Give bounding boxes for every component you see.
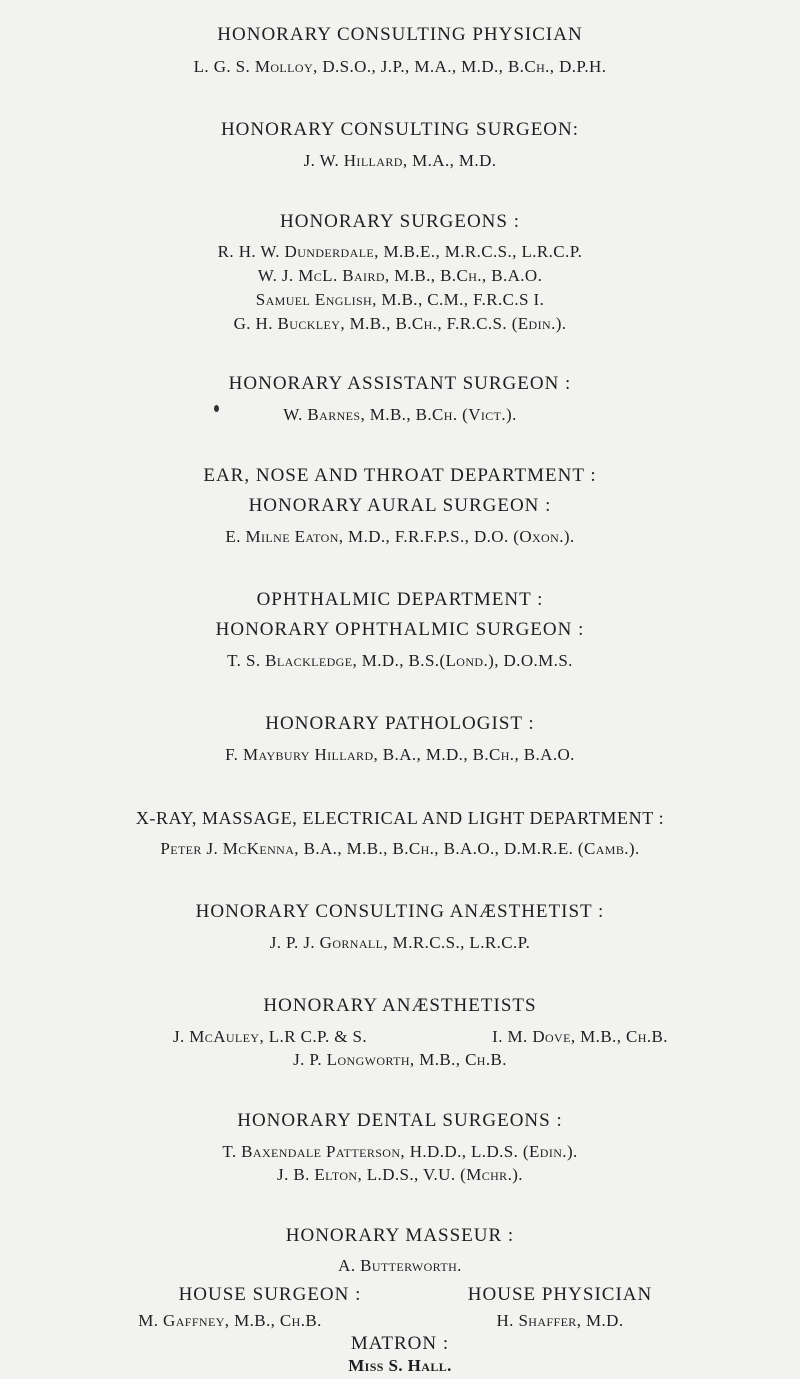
anaesthetist-name-1: J. McAuley, L.R C.P. & S. <box>172 1027 368 1046</box>
consulting-anaesthetist-heading: HONORARY CONSULTING ANÆSTHETIST : <box>195 901 605 922</box>
ophthalmic-department-heading: OPHTHALMIC DEPARTMENT : <box>256 589 544 610</box>
surgeons-heading: HONORARY SURGEONS : <box>280 211 520 232</box>
xray-name: Peter J. McKenna, B.A., M.B., B.Ch., B.A.O., D.M.R.E. (Camb.). <box>160 839 640 858</box>
anaesthetist-name-3: J. P. Longworth, M.B., Ch.B. <box>293 1050 507 1069</box>
ophthalmic-surgeon-name: T. S. Blackledge, M.D., B.S.(Lond.), D.O.M.S. <box>227 651 573 670</box>
ophthalmic-surgeon-heading: HONORARY OPHTHALMIC SURGEON : <box>215 619 585 640</box>
consulting-surgeon-name: J. W. Hillard, M.A., M.D. <box>303 151 497 170</box>
matron-name: Miss S. Hall. <box>348 1356 452 1375</box>
pathologist-heading: HONORARY PATHOLOGIST : <box>265 713 535 734</box>
xray-department-heading: X-RAY, MASSAGE, ELECTRICAL AND LIGHT DEPARTMENT : <box>135 808 665 828</box>
aural-surgeon-heading: HONORARY AURAL SURGEON : <box>248 495 552 516</box>
anaesthetists-heading: HONORARY ANÆSTHETISTS <box>263 995 537 1016</box>
surgeon-name-3: Samuel English, M.B., C.M., F.R.C.S I. <box>255 290 545 309</box>
consulting-surgeon-heading: HONORARY CONSULTING SURGEON: <box>220 119 580 140</box>
house-surgeon-name: M. Gaffney, M.B., Ch.B. <box>138 1311 322 1330</box>
matron-heading: MATRON : <box>350 1333 450 1354</box>
masseur-name: A. Butterworth. <box>338 1256 462 1275</box>
dental-surgeon-name-2: J. B. Elton, L.D.S., V.U. (Mchr.). <box>277 1165 523 1184</box>
house-surgeon-heading: HOUSE SURGEON : <box>178 1284 362 1305</box>
aural-surgeon-name: E. Milne Eaton, M.D., F.R.F.P.S., D.O. (Oxon.). <box>225 527 575 546</box>
surgeon-name-2: W. J. McL. Baird, M.B., B.Ch., B.A.O. <box>257 266 543 285</box>
dental-surgeon-name-1: T. Baxendale Patterson, H.D.D., L.D.S. (Edin.). <box>222 1142 578 1161</box>
house-physician-name: H. Shaffer, M.D. <box>496 1311 624 1330</box>
ent-department-heading: EAR, NOSE AND THROAT DEPARTMENT : <box>203 465 597 486</box>
surgeon-name-1: R. H. W. Dunderdale, M.B.E., M.R.C.S., L.R.C.P. <box>217 242 583 261</box>
consulting-physician-name: L. G. S. Molloy, D.S.O., J.P., M.A., M.D., B.Ch., D.P.H. <box>193 57 607 76</box>
consulting-anaesthetist-name: J. P. J. Gornall, M.R.C.S., L.R.C.P. <box>269 933 531 952</box>
assistant-surgeon-heading: HONORARY ASSISTANT SURGEON : <box>228 373 572 394</box>
masseur-heading: HONORARY MASSEUR : <box>285 1225 515 1246</box>
surgeon-name-4: G. H. Buckley, M.B., B.Ch., F.R.C.S. (Edin.). <box>233 314 567 333</box>
house-physician-heading: HOUSE PHYSICIAN <box>467 1284 653 1305</box>
assistant-surgeon-name: W. Barnes, M.B., B.Ch. (Vict.). <box>283 405 517 424</box>
pathologist-name: F. Maybury Hillard, B.A., M.D., B.Ch., B.A.O. <box>225 745 575 764</box>
consulting-physician-heading: HONORARY CONSULTING PHYSICIAN <box>217 24 583 45</box>
anaesthetist-name-2: I. M. Dove, M.B., Ch.B. <box>492 1027 668 1046</box>
dental-surgeons-heading: HONORARY DENTAL SURGEONS : <box>237 1110 563 1131</box>
